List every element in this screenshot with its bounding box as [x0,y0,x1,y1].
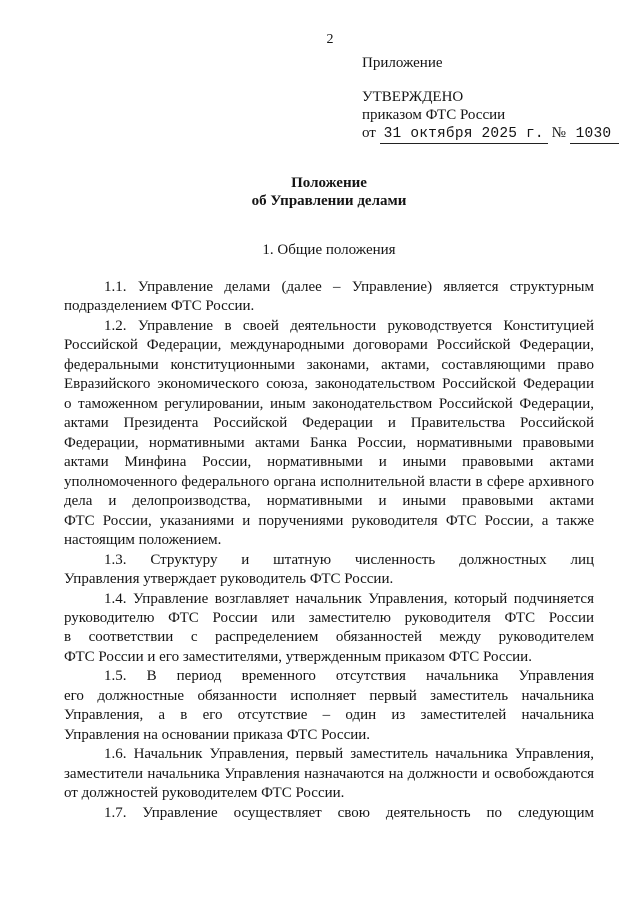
paragraph-line: подразделением ФТС России. [64,298,255,315]
paragraph-1-6 [64,745,594,803]
paragraph-1-1 [64,278,594,317]
page-number: 2 [326,32,334,47]
paragraph-line: 1.6. Начальник Управления, первый заместитель начальника Управления, [104,746,594,763]
order-number: 1030 [570,127,620,144]
paragraph-line: актами Минфина России, нормативными и иными правовыми актами [64,454,594,471]
paragraph-line: 1.7. Управление осуществляет свою деятельность по следующим [104,804,594,821]
document-subtitle: об Управлении делами [251,193,407,209]
paragraph-line: 1.4. Управление возглавляет начальник Управления, который подчиняется [104,590,594,607]
paragraph-line: 1.5. В период временного отсутствия начальника Управления [104,668,594,685]
paragraph-line: ФТС России и его заместителями, утвержденным приказом ФТС России. [64,648,532,665]
paragraph-line: 1.3. Структуру и штатную численность должностных лиц [104,551,594,568]
paragraph-line: ФТС России, указаниями и поручениями руководителя ФТС России, а также [64,512,594,529]
paragraph-1-2 [64,317,594,551]
paragraph-line: Федерации, нормативными актами Банка России, нормативными правовыми [64,434,594,451]
appendix-label: Приложение [362,55,443,71]
paragraph-line: настоящим положением. [64,532,222,549]
order-date: 31 октября 2025 г. [380,127,548,144]
paragraph-line: 1.1. Управление делами (далее – Управление) является структурным [104,279,594,295]
order-reference [362,124,619,144]
paragraph-line: Российской Федерации, международными договорами Российской Федерации, [64,337,594,354]
order-from-prefix: от [362,125,376,141]
paragraph-1-3 [64,551,594,590]
paragraph-line: Управления на основании приказа ФТС России. [64,726,371,743]
paragraph-1-5 [64,667,594,745]
paragraph-line: дела и делопроизводства, нормативными и иными правовыми актами [64,493,594,510]
paragraph-line: уполномоченного федерального органа исполнительной власти в сфере архивного [64,473,594,490]
section-heading: 1. Общие положения [262,242,396,258]
approved-label: УТВЕРЖДЕНО [362,89,464,105]
section-body [64,278,594,823]
paragraph-line: от должностей руководителем ФТС России. [64,785,345,802]
paragraph-line: заместители начальника Управления назначаются на должности и освобождаются [64,765,594,782]
paragraph-line: актами Президента Российской Федерации и Правительства Российской [64,415,594,432]
paragraph-line: о таможенном регулировании, иным законодательством Российской Федерации, [64,395,594,412]
document-title: Положение [291,175,367,191]
paragraph-line: Управления, а в его отсутствие – один из заместителей начальника [64,707,594,724]
paragraph-line: его должностные обязанности исполняет первый заместитель начальника [64,687,594,704]
by-order-label: приказом ФТС России [362,107,506,123]
paragraph-1-4 [64,590,594,668]
paragraph-line: в соответствии с распределением обязанностей между руководителем [64,629,594,646]
order-number-sign: № [551,125,566,141]
paragraph-1-7 [64,804,594,823]
paragraph-line: Управления утверждает руководитель ФТС России. [64,571,394,588]
paragraph-line: Евразийского экономического союза, законодательством Российской Федерации [64,376,594,393]
paragraph-line: руководителю ФТС России или заместителю руководителя ФТС России [64,609,594,626]
paragraph-line: 1.2. Управление в своей деятельности руководствуется Конституцией [104,317,594,334]
paragraph-line: федеральными конституционными законами, актами, составляющими право [64,356,594,373]
